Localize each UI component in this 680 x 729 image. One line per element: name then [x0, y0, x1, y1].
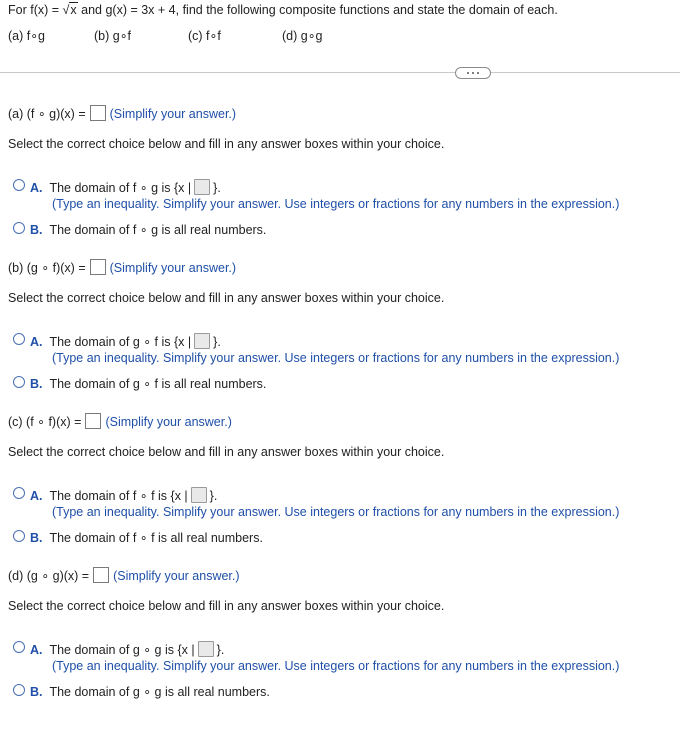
choice-a-radio[interactable]: [13, 333, 25, 345]
part-a-label: (a) f∘g: [8, 29, 45, 43]
choice-b-radio[interactable]: [13, 530, 25, 542]
choice-b[interactable]: B. The domain of f ∘ f is all real numbers.: [30, 531, 263, 545]
expression-row: (d) (g ∘ g)(x) = (Simplify your answer.): [8, 569, 240, 583]
answer-input[interactable]: [85, 413, 101, 429]
domain-input[interactable]: [194, 333, 210, 349]
instruction-text: Select the correct choice below and fill in any answer boxes within your choice.: [8, 137, 445, 151]
choice-a-hint: (Type an inequality. Simplify your answer. Use integers or fractions for any numbers in the expression.): [52, 505, 620, 519]
instruction-text: Select the correct choice below and fill in any answer boxes within your choice.: [8, 599, 445, 613]
more-options-button[interactable]: [455, 67, 491, 79]
instruction-text: Select the correct choice below and fill in any answer boxes within your choice.: [8, 291, 445, 305]
choice-a[interactable]: A. The domain of g ∘ f is {x | }.: [30, 335, 221, 349]
choice-a-hint: (Type an inequality. Simplify your answer. Use integers or fractions for any numbers in the expression.): [52, 197, 620, 211]
choice-a-radio[interactable]: [13, 641, 25, 653]
dot-icon: [477, 72, 479, 74]
choice-b-radio[interactable]: [13, 376, 25, 388]
choice-a[interactable]: A. The domain of f ∘ f is {x | }.: [30, 489, 218, 503]
part-b-label: (b) g∘f: [94, 29, 131, 43]
choice-b-radio[interactable]: [13, 222, 25, 234]
answer-input[interactable]: [90, 105, 106, 121]
choice-b[interactable]: B. The domain of f ∘ g is all real numbers.: [30, 223, 267, 237]
dot-icon: [467, 72, 469, 74]
choice-b[interactable]: B. The domain of g ∘ f is all real numbers.: [30, 377, 267, 391]
divider: [0, 72, 680, 73]
domain-input[interactable]: [191, 487, 207, 503]
domain-input[interactable]: [194, 179, 210, 195]
dot-icon: [472, 72, 474, 74]
choice-a-radio[interactable]: [13, 179, 25, 191]
problem-statement: For f(x) = √x and g(x) = 3x + 4, find the following composite functions and state the domain of each.: [8, 3, 558, 17]
expression-row: (a) (f ∘ g)(x) = (Simplify your answer.): [8, 107, 237, 121]
choice-a-radio[interactable]: [13, 487, 25, 499]
choice-b[interactable]: B. The domain of g ∘ g is all real numbers.: [30, 685, 270, 699]
sqrt-symbol: √x: [62, 3, 77, 17]
choice-a-hint: (Type an inequality. Simplify your answer. Use integers or fractions for any numbers in the expression.): [52, 659, 620, 673]
choice-a-hint: (Type an inequality. Simplify your answer. Use integers or fractions for any numbers in the expression.): [52, 351, 620, 365]
part-d-label: (d) g∘g: [282, 29, 323, 43]
instruction-text: Select the correct choice below and fill in any answer boxes within your choice.: [8, 445, 445, 459]
domain-input[interactable]: [198, 641, 214, 657]
choice-a[interactable]: A. The domain of g ∘ g is {x | }.: [30, 643, 225, 657]
expression-row: (b) (g ∘ f)(x) = (Simplify your answer.): [8, 261, 237, 275]
answer-input[interactable]: [93, 567, 109, 583]
expression-row: (c) (f ∘ f)(x) = (Simplify your answer.): [8, 415, 232, 429]
answer-input[interactable]: [90, 259, 106, 275]
part-c-label: (c) f∘f: [188, 29, 221, 43]
choice-a[interactable]: A. The domain of f ∘ g is {x | }.: [30, 181, 221, 195]
choice-b-radio[interactable]: [13, 684, 25, 696]
